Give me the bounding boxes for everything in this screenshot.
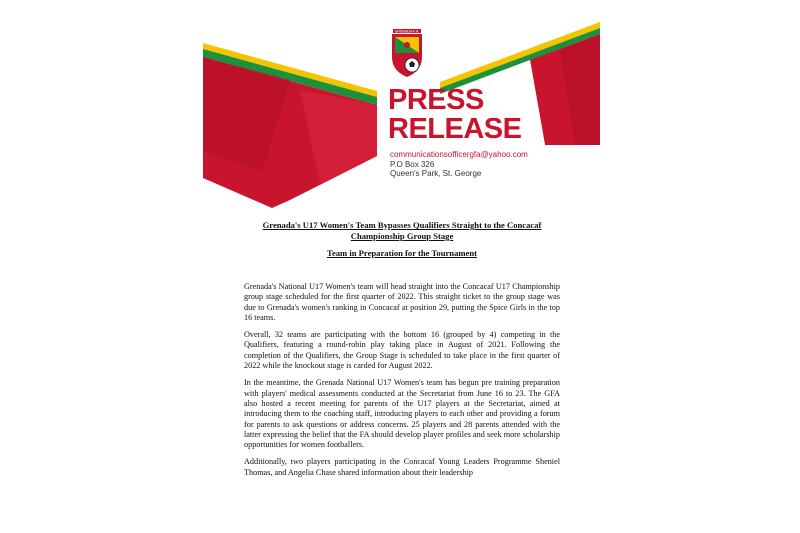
title-line-2: RELEASE <box>388 113 522 145</box>
article-body <box>244 282 560 485</box>
contact-block <box>390 150 528 179</box>
press-release-title <box>388 86 521 144</box>
title-line-1: PRESS <box>388 84 484 116</box>
gfa-crest-icon <box>389 27 425 79</box>
paragraph: Additionally, two players participating in the Concacaf Young Leaders Programme Sheniel Thomas, and Angelia Chase shared information about their leadership <box>244 457 560 477</box>
article-headline <box>244 220 560 241</box>
headline-line-2: Championship Group Stage <box>350 230 454 241</box>
crest-text: GRENADA F.A. <box>394 29 420 34</box>
contact-email: communicationsofficergfa@yahoo.com <box>390 150 528 159</box>
paragraph: Grenada's National U17 Women's team will head straight into the Concacaf U17 Championship group stage scheduled for the first quarter of 2022. This straight ticket to the group stage was due to Grenada's women's ranking in Concacaf at position 29, putting the Spice Girls in the top 16 teams. <box>244 282 560 322</box>
article-subheadline: Team in Preparation for the Tournament <box>327 248 477 258</box>
contact-address-line-1: P.O Box 326 <box>390 159 435 169</box>
paragraph: In the meantime, the Grenada National U17 Women's team has begun pre training preparation with players' medical assessments conducted at the Secretariat from June 16 to 23. The GFA also hosted a recent meeting for parents of the U17 players at the Secretariat, aimed at introducing them to the coaching staff, introducing players to each other and providing a forum for parents to ask questions or address concerns. 25 players and 28 parents attended with the latter expressing the belief that the FA should develop player profiles and seek more scholarship opportunities for women footballers. <box>244 378 560 450</box>
contact-address-line-2: Queen's Park, St. George <box>390 169 482 178</box>
paragraph: Overall, 32 teams are participating with the bottom 16 (grouped by 4) competing in the Qualifiers, featuring a round-robin play taking place in August of 2021. Following the completion of the Qualifiers, the Group Stage is scheduled to take place in the first quarter of 2022 while the knockout stage is carded for August 2022. <box>244 330 560 371</box>
headline-line-1: Grenada's U17 Women's Team Bypasses Qualifiers Straight to the Concacaf <box>262 220 542 230</box>
